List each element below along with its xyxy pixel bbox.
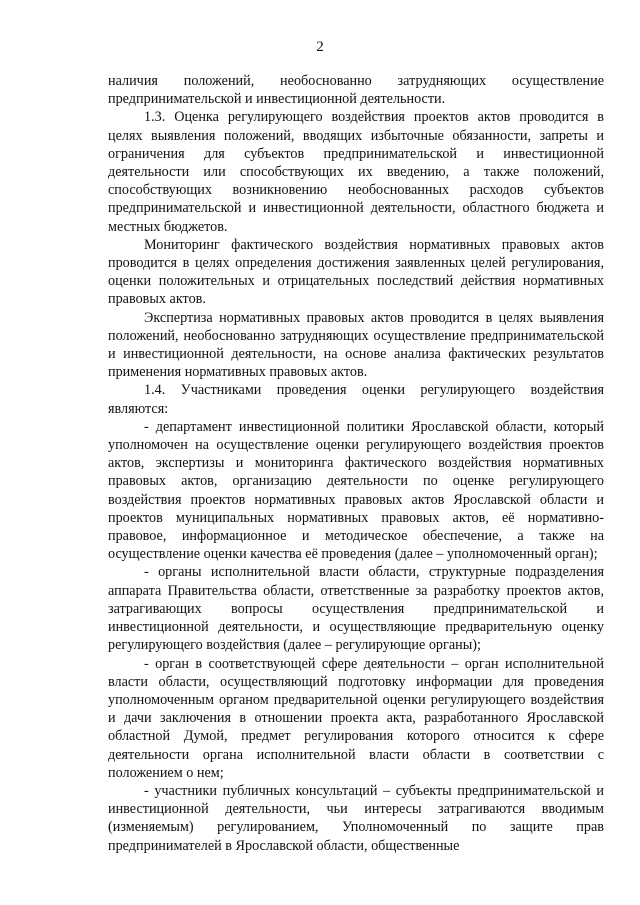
list-item-executive-bodies: - органы исполнительной власти области, структурные подразделения аппарата Правительства области, ответственные за разработку проектов актов, затрагивающих вопросы осуществления предпринимательской и инвестиционной деятельности, и осуществляющие предварительную оценку регулирующего воздействия (далее – регулирующие органы); xyxy=(108,564,604,654)
paragraph-1-3: 1.3. Оценка регулирующего воздействия проектов актов проводится в целях выявления положений, вводящих избыточные обязанности, запреты и ограничения для субъектов предпринимательской и инвестиционной деятельности или способствующих их введению, а также положений, способствующих возникновению необоснованных расходов субъектов предпринимательской и инвестиционной деятельности, областного бюджета и местных бюджетов. xyxy=(108,109,604,235)
list-item-public-consultations: - участники публичных консультаций – субъекты предпринимательской и инвестиционной деятельности, чьи интересы затрагиваются вводимым (изменяемым) регулированием, Уполномоченный по защите прав предпринимателей в Ярославской области, общественные xyxy=(108,782,604,854)
paragraph-monitoring: Мониторинг фактического воздействия нормативных правовых актов проводится в целях определения достижения заявленных целей регулирования, оценки положительных и отрицательных последствий действия нормативных правовых актов. xyxy=(108,236,604,308)
paragraph-continuation: наличия положений, необоснованно затрудняющих осуществление предпринимательской и инвестиционной деятельности. xyxy=(108,73,604,108)
document-body xyxy=(108,72,604,855)
paragraph-1-4: 1.4. Участниками проведения оценки регулирующего воздействия являются: xyxy=(108,382,604,417)
list-item-sphere-body: - орган в соответствующей сфере деятельности – орган исполнительной власти области, осуществляющий подготовку информации для проведения уполномоченным органом предварительной оценки регулирующего воздействия и дачи заключения в отношении проекта акта, разработанного Ярославской областной Думой, предмет регулирования которого относится к сфере деятельности органа исполнительной власти области в соответствии с положением о нем; xyxy=(108,655,604,781)
page-number: 2 xyxy=(316,39,324,55)
paragraph-expertise: Экспертиза нормативных правовых актов проводится в целях выявления положений, необоснованно затрудняющих осуществление предпринимательской и инвестиционной деятельности, на основе анализа фактических результатов применения нормативных правовых актов. xyxy=(108,309,604,381)
list-item-department: - департамент инвестиционной политики Ярославской области, который уполномочен на осуществление оценки регулирующего воздействия проектов актов, экспертизы и мониторинга фактического воздействия нормативных правовых актов, организацию деятельности по оценке регулирующего воздействия проектов нормативных правовых актов Ярославской области и проектов муниципальных нормативных правовых актов, её нормативно-правовое, информационное и методическое обеспечение, а также на осуществление оценки качества её проведения (далее – уполномоченный орган); xyxy=(108,418,604,563)
